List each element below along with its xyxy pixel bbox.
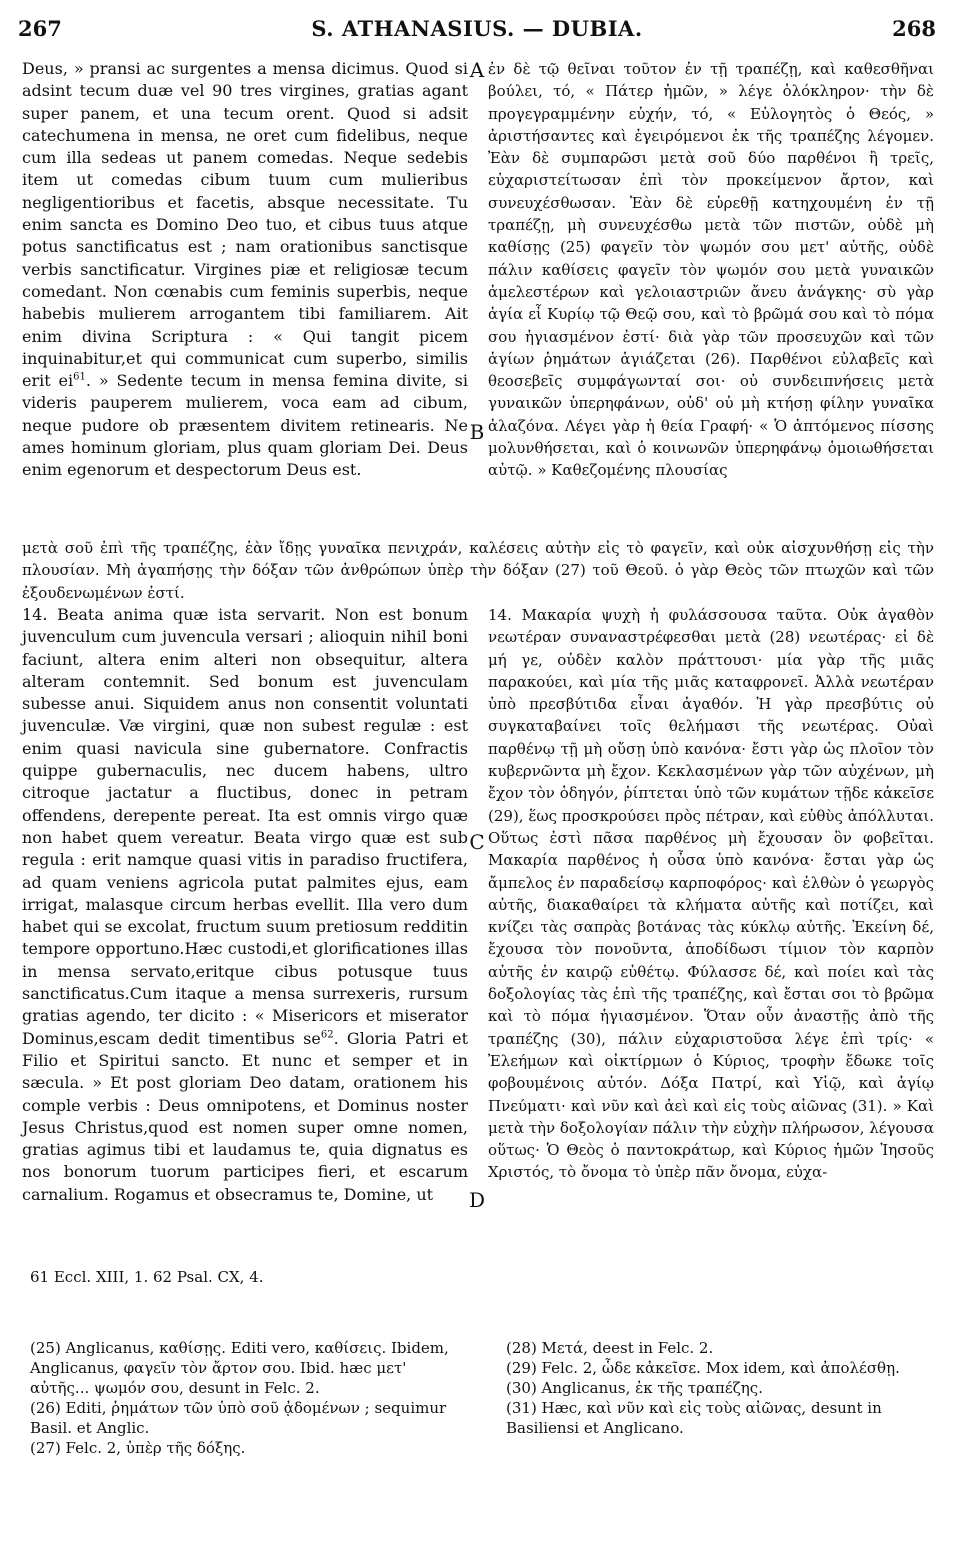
latin-column-section-1 <box>22 58 468 482</box>
latin-text-cont: . » Sedente tecum in mensa femina divite, si videris pauperem mulierem, voca eam ad cibum, neque pudore ob præsentem divitem retinearis. Ne ames hominum gloriam, plus quam gloriam Dei. Deus enim egenorum et despectorum Deus est. <box>22 371 468 480</box>
greek-full-width-text <box>22 537 934 604</box>
running-title: S. ATHANASIUS. — DUBIA. <box>311 16 643 41</box>
latin-paragraph <box>22 604 468 1206</box>
note-26: (26) Editi, ῥημάτων τῶν ὑπὸ σοῦ ᾀδομένων ; sequimur Basil. et Anglic. <box>30 1399 447 1437</box>
note-29: (29) Felc. 2, ὧδε κἀκεῖσε. Mox idem, καὶ ἀπολέσθῃ. <box>506 1359 900 1377</box>
scripture-ref-marker: 61 <box>73 371 86 383</box>
greek-column-section-1 <box>488 58 934 482</box>
margin-letter-b: B <box>469 420 485 444</box>
note-31: (31) Hæc, καὶ νῦν καὶ εἰς τοὺς αἰῶνας, desunt in Basiliensi et Anglicano. <box>506 1399 882 1437</box>
scripture-references <box>30 1268 930 1286</box>
note-27: (27) Felc. 2, ὑπὲρ τῆς δόξης. <box>30 1439 246 1457</box>
page-number-left: 267 <box>18 16 62 41</box>
note-25: (25) Anglicanus, καθίσῃς. Editi vero, καθίσεις. Ibidem, Anglicanus, φαγεῖν τὸν ἄρτον σου. Ibid. hæc μετ' αὐτῆς... ψωμόν σου, desunt in Felc. 2. <box>30 1339 449 1397</box>
margin-letter-c: C <box>469 830 485 854</box>
scripture-references-text: 61 Eccl. XIII, 1. 62 Psal. CX, 4. <box>30 1268 264 1286</box>
latin-paragraph <box>22 58 468 482</box>
margin-letter-d: D <box>468 1188 486 1212</box>
note-30: (30) Anglicanus, ἐκ τῆς τραπέζης. <box>506 1379 763 1397</box>
page-number-right: 268 <box>892 16 936 41</box>
note-28: (28) Μετά, deest in Felc. 2. <box>506 1339 714 1357</box>
scripture-ref-marker: 62 <box>320 1029 334 1041</box>
greek-paragraph: ἐν δὲ τῷ θεῖναι τοῦτον ἐν τῇ τραπέζῃ, καὶ καθεσθῆναι βούλει, τό, « Πάτερ ἡμῶν, » λέγε ὁλόκληρον· τὴν δὲ προγεγραμμένην εὐχήν, τό, « Εὐλογητὸς ὁ Θεός, » ἀριστήσαντες καὶ ἐγειρόμενοι ἐκ τῆς τραπέζης λέγομεν. Ἐὰν δὲ συμπαρῶσι μετὰ σοῦ δύο παρθένοι ἢ τρεῖς, εὐχαριστείτωσαν ἐπὶ τὸν προκείμενον ἄρτον, καὶ συνευχέσθωσαν. Ἐὰν δὲ εὑρεθῇ κατηχουμένη ἐν τῇ τραπέζῃ, μὴ συνευχέσθω μετὰ τῶν πιστῶν, οὐδὲ μὴ καθίσῃς (25) φαγεῖν τὸν ψωμόν σου μετ' αὐτῆς, οὐδὲ πάλιν καθίσεις φαγεῖν τὸν ψωμόν σου μετὰ γυναικῶν ἀμελεστέρων καὶ γελοιαστριῶν ἄνευ ἀνάγκης· σὺ γὰρ ἁγία εἶ Κυρίῳ τῷ Θεῷ σου, καὶ τὸ βρῶμά σου καὶ τὸ πόμα σου ἡγιασμένον ἐστί· διὰ γὰρ τῶν προσευχῶν καὶ τῶν ἁγίων ῥημάτων ἁγιάζεται (26). Παρθένοι εὐλαβεῖς καὶ θεοσεβεῖς συμφάγωνταί σοι· οὐ συνδειπνήσεις μετὰ γυναικῶν ὑπερηφάνων, οὐδ' οὐ μὴ κτήσῃ φίλην γυναῖκα ἀλαζόνα. Λέγει γὰρ ἡ θεία Γραφή· « Ὁ ἁπτόμενος πίσσης μολυνθήσεται, καὶ ὁ κοινωνῶν ὑπερηφάνῳ ὁμοιωθήσεται αὐτῷ. » Καθεζομένης πλουσίας <box>488 60 934 480</box>
greek-column-section-2 <box>488 604 934 1184</box>
latin-text: 14. Beata anima quæ ista servarit. Non est bonum juvenculum cum juvencula versari ; alioquin nihil boni faciunt, altera enim alteri non obsequitur, altera alteram contemnit. Sed bonum est juvenculam subesse anui. Siquidem anus non consentit voluntati juvenculæ. Væ virgini, quæ non subest regulæ : est enim quasi navicula sine gubernatore. Confractis quippe gubernaculis, nec ducem habens, ultro citroque jactatur a fluctibus, donec in petram offendens, derepente pereat. Ita est omnis virgo quæ non habet quem vereatur. Beata virgo quæ est sub regula : erit namque quasi vitis in paradiso fructifera, ad quam veniens agricola putat palmites ejus, eam irrigat, malasque circum herbas evellit. Illa vero dum habet qui se excolat, fructum suum pretiosum redditin tempore opportuno.Hæc custodi,et glorificationes illas in mensa servato,eritque cibus potusque tuus sanctificatus.Cum itaque a mensa surrexeris, rursum gratias agendo, ter dicito : « Misericors et miserator Dominus,escam dedit timentibus se <box>22 605 468 1048</box>
latin-column-section-2 <box>22 604 468 1206</box>
greek-paragraph: 14. Μακαρία ψυχὴ ἡ φυλάσσουσα ταῦτα. Οὐκ ἀγαθὸν νεωτέραν συναναστρέφεσθαι μετὰ (28) νεωτέρας· εἰ δὲ μή γε, οὐδὲν καλὸν πράττουσι· μία γὰρ τῆς μιᾶς παρακούει, καὶ μία τῆς μιᾶς καταφρονεῖ. Ἀλλὰ νεωτέραν ὑπὸ πρεσβύτιδα εἶναι ἀγαθόν. Ἡ γὰρ πρεσβύτις οὐ συγκαταβαίνει τοῖς θελήμασι τῆς νεωτέρας. Οὐαὶ παρθένῳ τῇ μὴ οὔσῃ ὑπὸ κανόνα· ἔστι γὰρ ὡς πλοῖον τὸν κυβερνῶντα μὴ ἔχον. Κεκλασμένων γὰρ τῶν αὐχένων, μὴ ἔχον τὸν ὁδηγόν, ῥίπτεται ὑπὸ τῶν κυμάτων τῇδε κἀκεῖσε (29), ἕως προσκρούσει πρὸς πέτραν, καὶ εὐθὺς ἀπόλλυται. Οὕτως ἐστὶ πᾶσα παρθένος μὴ ἔχουσαν ὃν φοβεῖται. Μακαρία παρθένος ἡ οὖσα ὑπὸ κανόνα· ἔσται γὰρ ὡς ἄμπελος ἐν παραδείσῳ καρποφόρος· καὶ ἐλθὼν ὁ γεωργὸς αὐτῆς, διακαθαίρει τὰ κλήματα αὐτῆς καὶ ποτίζει, καὶ κνίζει τὰς σαπρὰς βοτάνας τὰς κύκλῳ αὐτῆς. Ἐκείνη δέ, ἔχουσα τὸν πονοῦντα, ἀποδίδωσι τίμιον τὸν καρπὸν αὐτῆς ἐν καιρῷ εὐθέτῳ. Φύλασσε δέ, καὶ ποίει καὶ τὰς δοξολογίας τὰς ἐπὶ τῆς τραπέζης, καὶ ἔσται σοι τὸ βρῶμα καὶ τὸ πόμα ἡγιασμένον. Ὅταν οὖν ἀναστῇς ἀπὸ τῆς τραπέζης (30), πάλιν εὐχαριστοῦσα λέγε ἐπὶ τρίς· « Ἐλεήμων καὶ οἰκτίρμων ὁ Κύριος, τροφὴν ἔδωκε τοῖς φοβουμένοις αὐτόν. Δόξα Πατρί, καὶ Υἱῷ, καὶ ἁγίῳ Πνεύματι· καὶ νῦν καὶ ἀεὶ καὶ εἰς τοὺς αἰῶνας (31). » Καὶ μετὰ τὴν δοξολογίαν πάλιν τὴν εὐχὴν πλήρωσον, λέγουσα οὕτως· Ὁ Θεὸς ὁ παντοκράτωρ, καὶ Κύριος ἡμῶν Ἰησοῦς Χριστός, τὸ ὄνομα τὸ ὑπὲρ πᾶν ὄνομα, εὐχα- <box>488 606 935 1182</box>
running-header <box>18 10 936 44</box>
latin-text-cont: . Gloria Patri et Filio et Spiritui sancto. Et nunc et semper et in sæcula. » Et post gloriam Deo datam, orationem his comple verbis : Deus omnipotens, et Dominus noster Jesus Christus,quod est nomen super omne nomen, gratias agimus tibi et laudamus te, quia dignatus es nos bonorum tuorum participes fieri, et escarum carnalium. Rogamus et obsecramus te, Domine, ut <box>22 1028 469 1204</box>
critical-notes-left <box>30 1338 460 1458</box>
critical-notes-right <box>506 1338 926 1438</box>
greek-full-paragraph: μετὰ σοῦ ἐπὶ τῆς τραπέζης, ἐὰν ἴδῃς γυναῖκα πενιχράν, καλέσεις αὐτὴν εἰς τὸ φαγεῖν, καὶ οὐκ αἰσχυνθήσῃ εἰς τὴν πλουσίαν. Μὴ ἀγαπήσῃς τὴν δόξαν τῶν ἀνθρώπων ὑπὲρ τὴν δόξαν (27) τοῦ Θεοῦ. ὁ γὰρ Θεὸς τῶν πτωχῶν καὶ τῶν ἐξουδενωμένων ἐστί. <box>22 539 934 602</box>
margin-letter-a: A <box>469 58 485 82</box>
latin-text: Deus, » pransi ac surgentes a mensa dicimus. Quod si adsint tecum duæ vel 90 tres virgines, gratias agant super panem, et una tecum orent. Quod si adsit catechumena in mensa, ne oret cum fidelibus, neque cum illa sedeas ut panem comedas. Neque sedebis item ut comedas cibum tuum cum mulieribus negligentioribus et facetis, absque necessitate. Tu enim sancta es Domino Deo tuo, et cibus tuus atque potus sanctificatus est ; nam orationibus sanctisque verbis sanctificatur. Virgines piæ et religiosæ tecum comedant. Non cœnabis cum feminis superbis, neque habebis mulierem arrogantem tibi familiarem. Ait enim divina Scriptura : « Qui tangit picem inquinabitur,et qui communicat cum superbo, similis erit ei <box>22 59 468 391</box>
